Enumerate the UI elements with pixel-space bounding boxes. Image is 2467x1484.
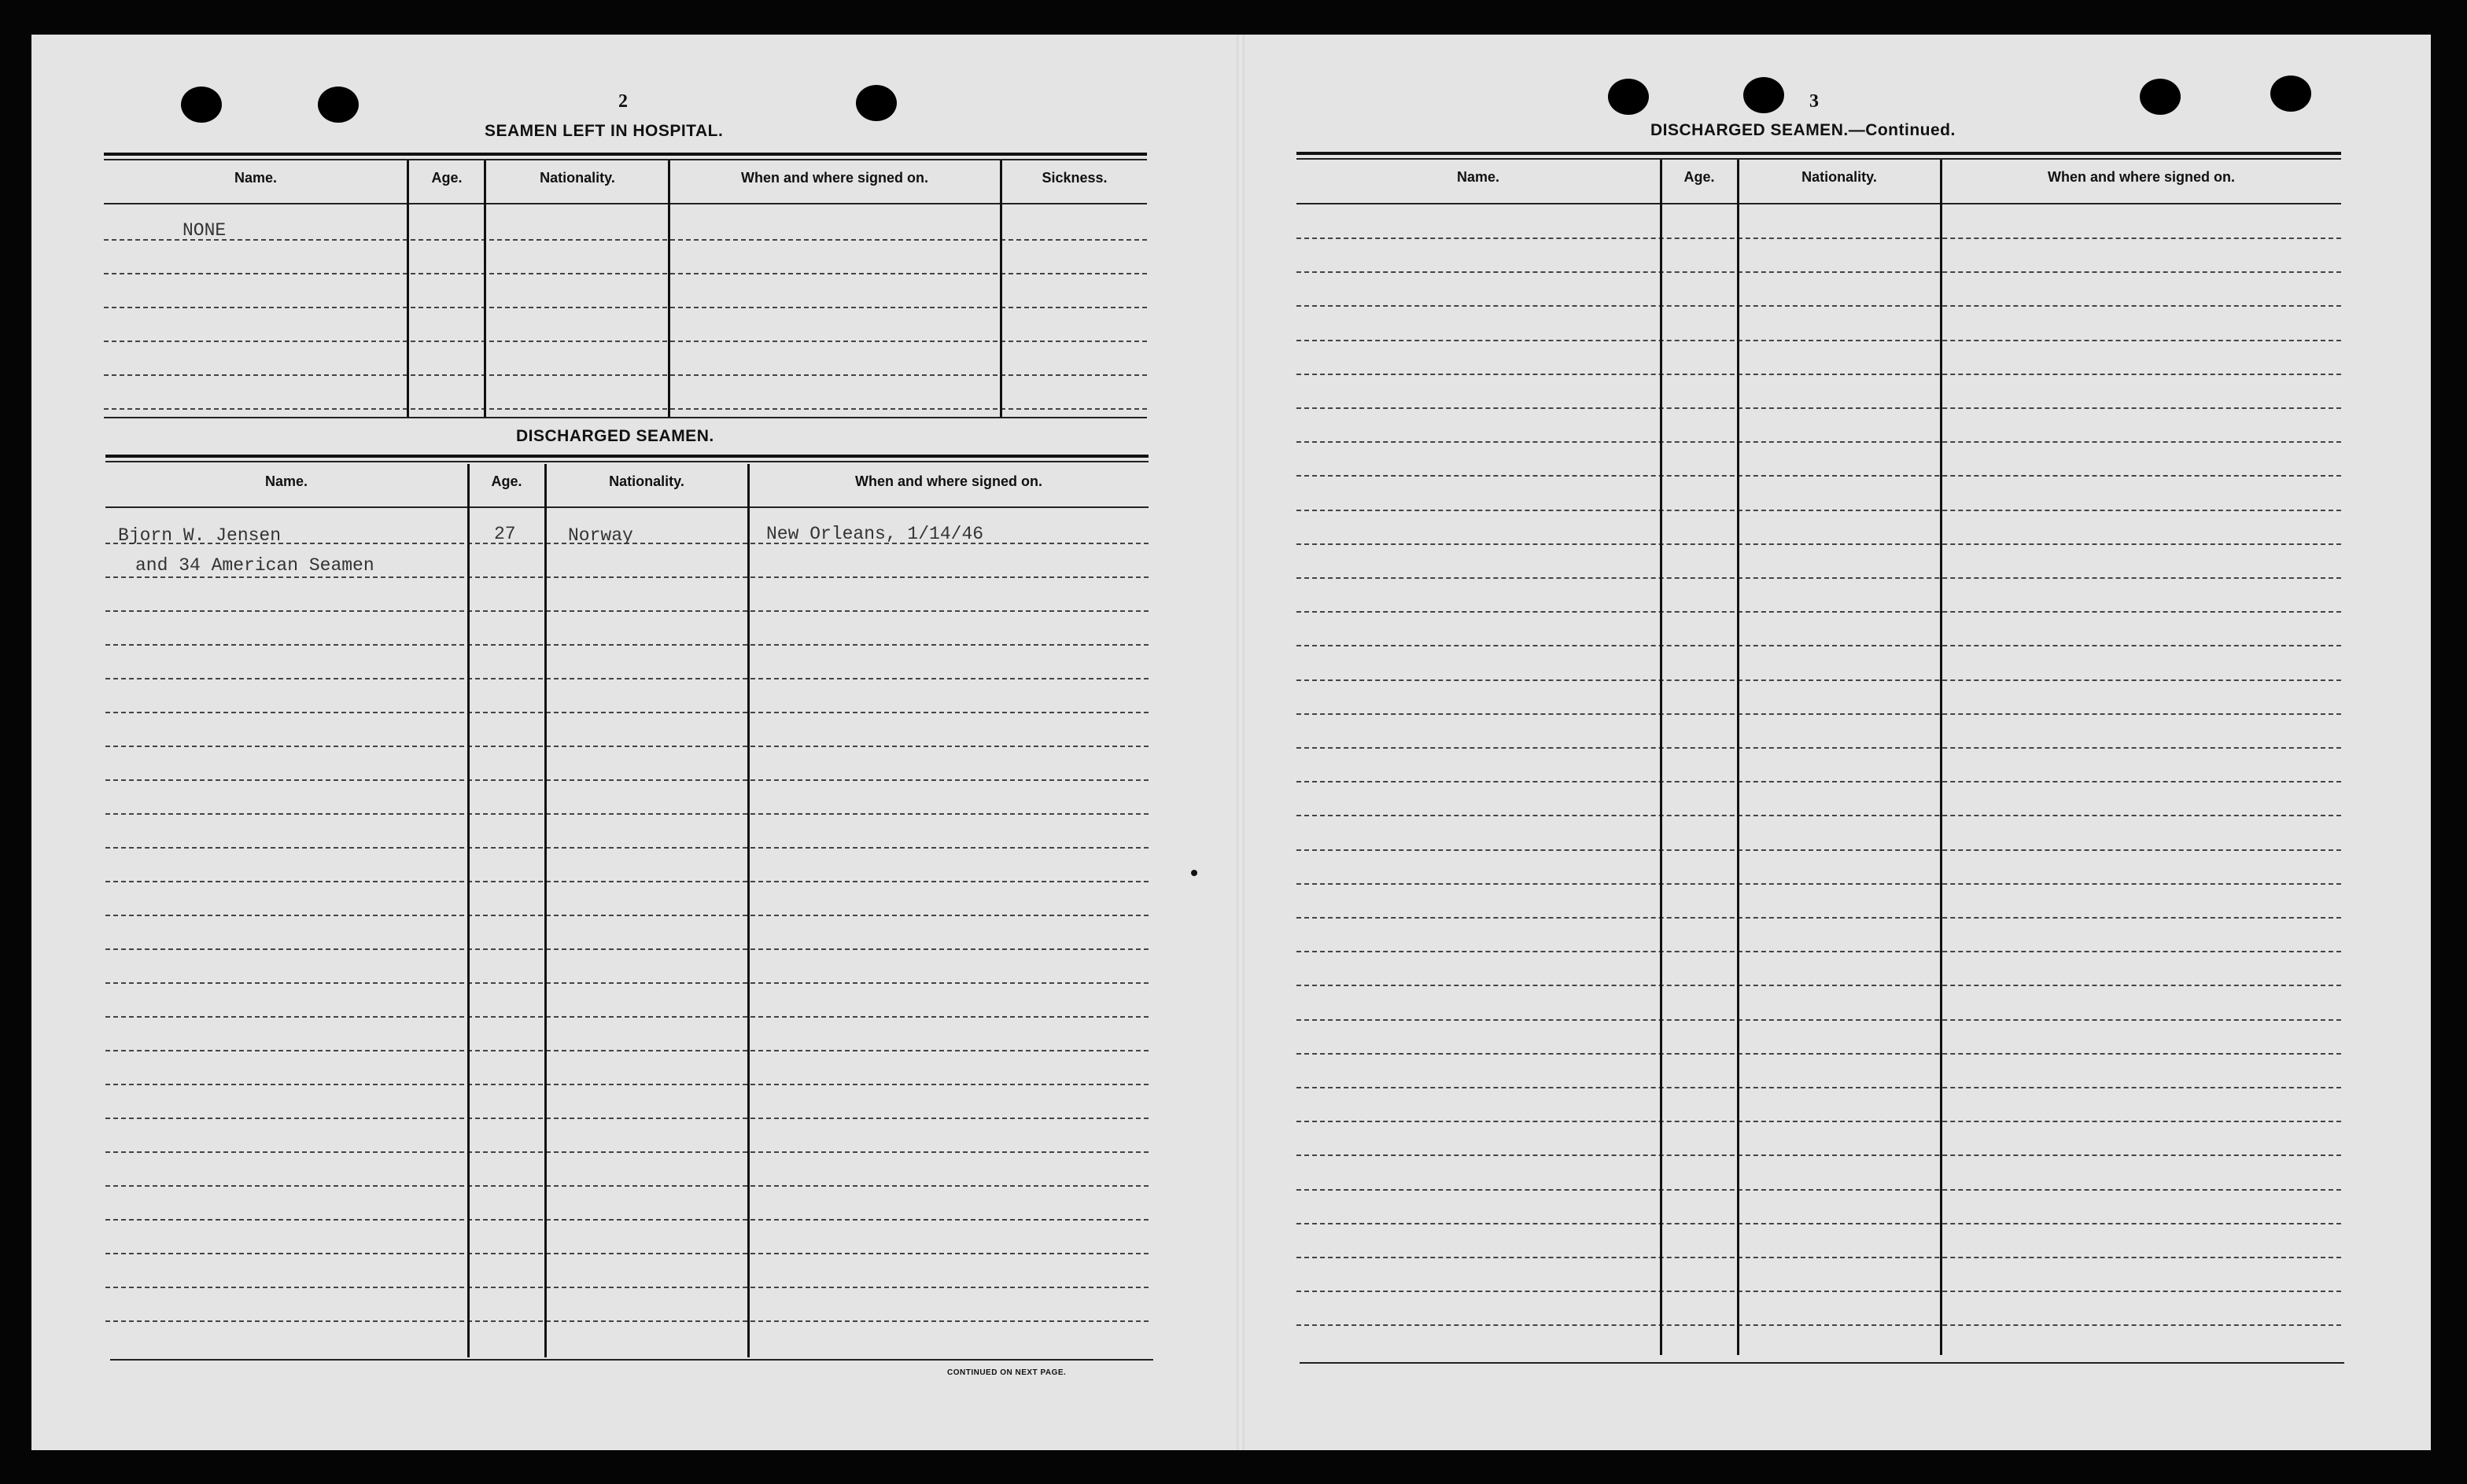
speck bbox=[1191, 870, 1197, 876]
rule bbox=[1300, 1362, 2344, 1364]
ruled-line bbox=[104, 408, 1147, 410]
ruled-line bbox=[104, 341, 1147, 342]
hospital-entry-none: NONE bbox=[183, 220, 227, 241]
ruled-line bbox=[105, 1185, 1149, 1187]
ruled-line bbox=[105, 1050, 1149, 1051]
ruled-line bbox=[105, 644, 1149, 646]
hospital-col-name: Name. bbox=[234, 170, 278, 186]
punch-hole bbox=[181, 87, 222, 123]
ruled-line bbox=[105, 1287, 1149, 1288]
ruled-line bbox=[105, 1016, 1149, 1018]
continued-col-nationality: Nationality. bbox=[1801, 169, 1877, 185]
ruled-line bbox=[1296, 475, 2341, 477]
discharged-col-signed-on: When and where signed on. bbox=[854, 473, 1043, 489]
ruled-line bbox=[1296, 747, 2341, 749]
column-divider bbox=[544, 464, 547, 1357]
punch-hole bbox=[318, 87, 359, 123]
hospital-col-signed-on: When and where signed on. bbox=[740, 170, 929, 186]
punch-hole bbox=[2140, 79, 2181, 115]
ruled-line bbox=[105, 948, 1149, 950]
ruled-line bbox=[105, 813, 1149, 815]
continued-col-signed-on: When and where signed on. bbox=[2047, 169, 2236, 185]
ruled-line bbox=[1296, 951, 2341, 952]
punch-hole bbox=[856, 85, 897, 121]
ruled-line bbox=[1296, 577, 2341, 579]
ruled-line bbox=[1296, 374, 2341, 375]
ruled-line bbox=[1296, 645, 2341, 646]
discharged-title: DISCHARGED SEAMEN. bbox=[516, 427, 714, 445]
ruled-line bbox=[105, 1084, 1149, 1085]
column-divider bbox=[407, 160, 409, 417]
ruled-line bbox=[1296, 815, 2341, 816]
seaman-name: and 34 American Seamen bbox=[135, 555, 374, 576]
ruled-line bbox=[104, 273, 1147, 274]
ruled-line bbox=[1296, 679, 2341, 681]
discharged-col-age: Age. bbox=[491, 473, 522, 489]
rule bbox=[104, 417, 1147, 418]
column-divider bbox=[467, 464, 470, 1357]
ruled-line bbox=[1296, 985, 2341, 986]
ruled-line bbox=[105, 576, 1149, 578]
ruled-line bbox=[1296, 340, 2341, 341]
rule bbox=[105, 461, 1149, 462]
center-fold bbox=[1237, 35, 1245, 1450]
page-number-left: 2 bbox=[618, 91, 628, 112]
rule bbox=[104, 203, 1147, 204]
ruled-line bbox=[1296, 917, 2341, 919]
page-number-right: 3 bbox=[1809, 91, 1819, 112]
ruled-line bbox=[1296, 883, 2341, 885]
continued-note: CONTINUED ON NEXT PAGE. bbox=[947, 1368, 1067, 1377]
ruled-line bbox=[1296, 849, 2341, 851]
ruled-line bbox=[1296, 510, 2341, 511]
column-divider bbox=[1660, 160, 1662, 1355]
ruled-line bbox=[1296, 1189, 2341, 1191]
document-sheet bbox=[31, 35, 2431, 1450]
continued-col-age: Age. bbox=[1683, 169, 1715, 185]
hospital-col-nationality: Nationality. bbox=[540, 170, 615, 186]
rule bbox=[104, 159, 1147, 160]
ruled-line bbox=[1296, 1324, 2341, 1326]
punch-hole bbox=[1608, 79, 1649, 115]
ruled-line bbox=[1296, 305, 2341, 307]
rule bbox=[1296, 158, 2341, 160]
ruled-line bbox=[105, 779, 1149, 781]
ruled-line bbox=[105, 712, 1149, 713]
ruled-line bbox=[105, 746, 1149, 747]
punch-hole bbox=[1743, 77, 1784, 113]
ruled-line bbox=[105, 1253, 1149, 1254]
hospital-title: SEAMEN LEFT IN HOSPITAL. bbox=[485, 122, 724, 140]
hospital-col-age: Age. bbox=[431, 170, 463, 186]
discharged-continued-title: DISCHARGED SEAMEN.—Continued. bbox=[1650, 121, 1956, 139]
ruled-line bbox=[104, 307, 1147, 308]
ruled-line bbox=[105, 1151, 1149, 1153]
ruled-line bbox=[105, 1320, 1149, 1322]
ruled-line bbox=[105, 1219, 1149, 1221]
punch-hole bbox=[2270, 75, 2311, 112]
ruled-line bbox=[1296, 1053, 2341, 1055]
discharged-col-name: Name. bbox=[264, 473, 308, 489]
seaman-name: Bjorn W. Jensen bbox=[118, 525, 282, 546]
ruled-line bbox=[1296, 781, 2341, 783]
rule bbox=[104, 153, 1147, 156]
ruled-line bbox=[105, 678, 1149, 679]
ruled-line bbox=[104, 239, 1147, 241]
ruled-line bbox=[1296, 1223, 2341, 1224]
ruled-line bbox=[1296, 271, 2341, 273]
ruled-line bbox=[1296, 713, 2341, 715]
column-divider bbox=[484, 160, 486, 417]
ruled-line bbox=[1296, 1087, 2341, 1088]
ruled-line bbox=[1296, 1154, 2341, 1156]
rule bbox=[105, 506, 1149, 508]
ruled-line bbox=[1296, 1257, 2341, 1258]
continued-col-name: Name. bbox=[1456, 169, 1500, 185]
ruled-line bbox=[1296, 238, 2341, 239]
rule bbox=[1296, 203, 2341, 204]
rule bbox=[110, 1359, 1153, 1361]
ruled-line bbox=[1296, 407, 2341, 409]
ruled-line bbox=[105, 982, 1149, 984]
column-divider bbox=[1737, 160, 1739, 1355]
ruled-line bbox=[105, 610, 1149, 612]
ruled-line bbox=[1296, 441, 2341, 443]
ruled-line bbox=[104, 374, 1147, 376]
ruled-line bbox=[1296, 1019, 2341, 1021]
column-divider bbox=[668, 160, 670, 417]
column-divider bbox=[747, 464, 750, 1357]
seaman-nationality: Norway bbox=[568, 525, 633, 546]
seaman-age: 27 bbox=[494, 524, 516, 544]
ruled-line bbox=[105, 881, 1149, 882]
ruled-line bbox=[105, 1118, 1149, 1119]
discharged-col-nationality: Nationality. bbox=[609, 473, 684, 489]
ruled-line bbox=[1296, 543, 2341, 545]
column-divider bbox=[1000, 160, 1002, 417]
ruled-line bbox=[105, 847, 1149, 849]
ruled-line bbox=[105, 915, 1149, 916]
ruled-line bbox=[1296, 1121, 2341, 1122]
column-divider bbox=[1940, 160, 1942, 1355]
ruled-line bbox=[1296, 611, 2341, 613]
rule bbox=[105, 455, 1149, 458]
ruled-line bbox=[1296, 1291, 2341, 1292]
rule bbox=[1296, 152, 2341, 155]
seaman-signed-on: New Orleans, 1/14/46 bbox=[766, 524, 984, 544]
hospital-col-sickness: Sickness. bbox=[1042, 170, 1108, 186]
